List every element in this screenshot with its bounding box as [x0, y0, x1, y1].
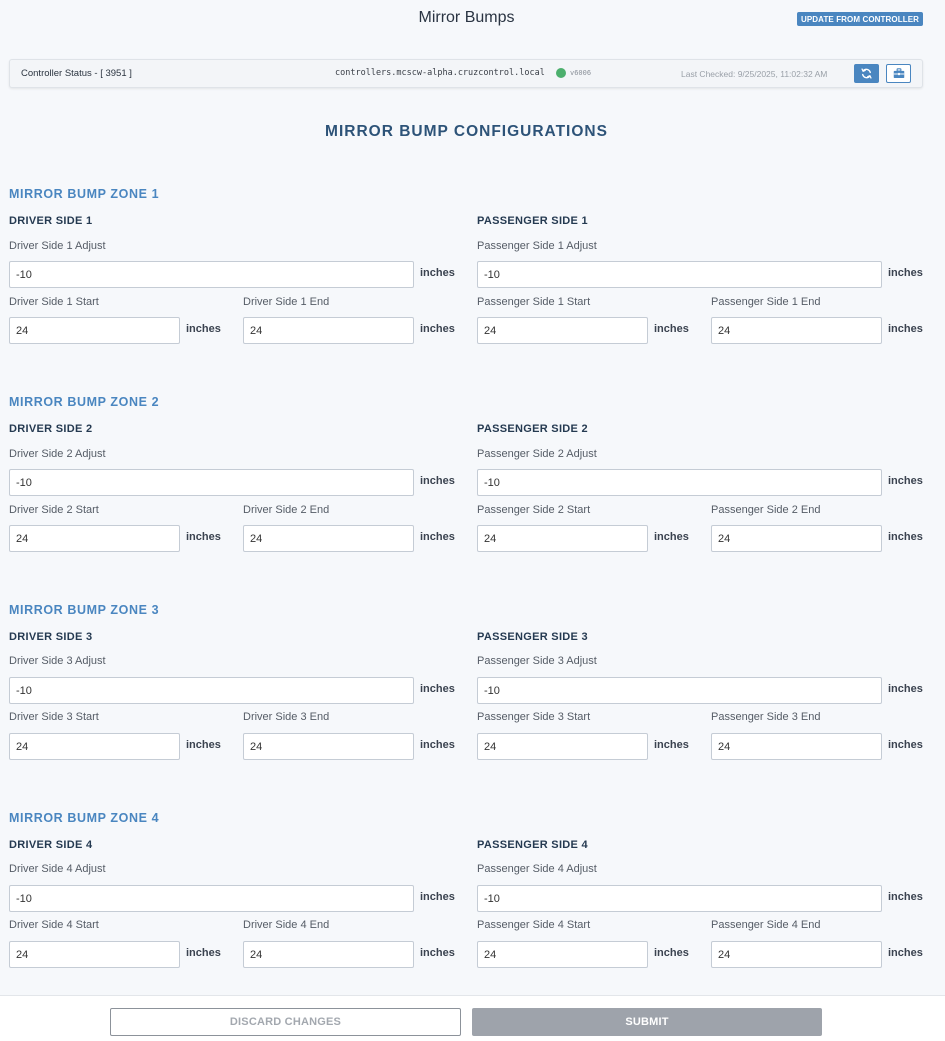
unit-label: inches — [186, 531, 221, 543]
driver-end-label: Driver Side 4 End — [243, 919, 330, 931]
update-from-controller-button[interactable]: UPDATE FROM CONTROLLER — [797, 12, 923, 26]
passenger-adjust-label: Passenger Side 4 Adjust — [477, 863, 597, 875]
toolbox-icon — [893, 68, 905, 79]
zone-title: MIRROR BUMP ZONE 2 — [9, 395, 160, 409]
unit-label: inches — [654, 947, 689, 959]
passenger-start-label: Passenger Side 2 Start — [477, 504, 591, 516]
driver-end-input[interactable]: 24 — [243, 317, 414, 344]
passenger-end-input[interactable]: 24 — [711, 941, 882, 968]
unit-label: inches — [888, 531, 923, 543]
controller-status-label: Controller Status - [ 3951 ] — [21, 68, 132, 79]
unit-label: inches — [888, 683, 923, 695]
passenger-adjust-label: Passenger Side 2 Adjust — [477, 448, 597, 460]
passenger-end-input[interactable]: 24 — [711, 525, 882, 552]
unit-label: inches — [888, 323, 923, 335]
driver-start-label: Driver Side 4 Start — [9, 919, 99, 931]
unit-label: inches — [186, 323, 221, 335]
passenger-start-input[interactable]: 24 — [477, 525, 648, 552]
passenger-adjust-label: Passenger Side 3 Adjust — [477, 655, 597, 667]
unit-label: inches — [654, 531, 689, 543]
unit-label: inches — [420, 739, 455, 751]
unit-label: inches — [888, 475, 923, 487]
refresh-button[interactable] — [854, 64, 879, 83]
driver-adjust-input[interactable]: -10 — [9, 469, 414, 496]
passenger-end-label: Passenger Side 1 End — [711, 296, 821, 308]
page-title: Mirror Bumps — [418, 9, 515, 26]
driver-start-label: Driver Side 1 Start — [9, 296, 99, 308]
discard-changes-button[interactable]: DISCARD CHANGES — [110, 1008, 461, 1036]
passenger-start-input[interactable]: 24 — [477, 733, 648, 760]
unit-label: inches — [186, 947, 221, 959]
driver-start-input[interactable]: 24 — [9, 317, 180, 344]
unit-label: inches — [420, 891, 455, 903]
passenger-adjust-input[interactable]: -10 — [477, 885, 882, 912]
unit-label: inches — [420, 475, 455, 487]
driver-end-label: Driver Side 2 End — [243, 504, 330, 516]
passenger-adjust-input[interactable]: -10 — [477, 469, 882, 496]
passenger-start-label: Passenger Side 1 Start — [477, 296, 591, 308]
driver-start-label: Driver Side 2 Start — [9, 504, 99, 516]
unit-label: inches — [420, 323, 455, 335]
zone-title: MIRROR BUMP ZONE 3 — [9, 603, 160, 617]
passenger-end-input[interactable]: 24 — [711, 733, 882, 760]
driver-start-input[interactable]: 24 — [9, 525, 180, 552]
submit-button[interactable]: SUBMIT — [472, 1008, 822, 1036]
passenger-side-title: PASSENGER SIDE 4 — [477, 839, 588, 851]
driver-end-input[interactable]: 24 — [243, 525, 414, 552]
zone-title: MIRROR BUMP ZONE 1 — [9, 187, 160, 201]
driver-adjust-label: Driver Side 1 Adjust — [9, 240, 106, 252]
unit-label: inches — [888, 947, 923, 959]
last-checked-timestamp: Last Checked: 9/25/2025, 11:02:32 AM — [681, 69, 828, 79]
driver-end-label: Driver Side 3 End — [243, 711, 330, 723]
driver-end-input[interactable]: 24 — [243, 941, 414, 968]
driver-adjust-input[interactable]: -10 — [9, 885, 414, 912]
passenger-start-label: Passenger Side 4 Start — [477, 919, 591, 931]
passenger-adjust-input[interactable]: -10 — [477, 677, 882, 704]
driver-adjust-label: Driver Side 3 Adjust — [9, 655, 106, 667]
passenger-side-title: PASSENGER SIDE 3 — [477, 631, 588, 643]
driver-adjust-input[interactable]: -10 — [9, 261, 414, 288]
passenger-adjust-label: Passenger Side 1 Adjust — [477, 240, 597, 252]
unit-label: inches — [888, 891, 923, 903]
zone-title: MIRROR BUMP ZONE 4 — [9, 811, 160, 825]
passenger-end-label: Passenger Side 2 End — [711, 504, 821, 516]
unit-label: inches — [420, 683, 455, 695]
controller-host: controllers.mcscw-alpha.cruzcontrol.local — [335, 68, 545, 78]
driver-start-input[interactable]: 24 — [9, 941, 180, 968]
passenger-start-label: Passenger Side 3 Start — [477, 711, 591, 723]
unit-label: inches — [186, 739, 221, 751]
driver-end-input[interactable]: 24 — [243, 733, 414, 760]
unit-label: inches — [420, 947, 455, 959]
section-title: MIRROR BUMP CONFIGURATIONS — [325, 123, 608, 140]
refresh-icon — [861, 68, 872, 79]
passenger-start-input[interactable]: 24 — [477, 941, 648, 968]
status-indicator-icon — [556, 68, 566, 78]
passenger-start-input[interactable]: 24 — [477, 317, 648, 344]
driver-side-title: DRIVER SIDE 2 — [9, 423, 93, 435]
driver-adjust-label: Driver Side 2 Adjust — [9, 448, 106, 460]
driver-side-title: DRIVER SIDE 4 — [9, 839, 93, 851]
driver-adjust-label: Driver Side 4 Adjust — [9, 863, 106, 875]
unit-label: inches — [420, 531, 455, 543]
unit-label: inches — [888, 739, 923, 751]
unit-label: inches — [654, 739, 689, 751]
driver-side-title: DRIVER SIDE 1 — [9, 215, 93, 227]
driver-side-title: DRIVER SIDE 3 — [9, 631, 93, 643]
passenger-end-input[interactable]: 24 — [711, 317, 882, 344]
driver-start-input[interactable]: 24 — [9, 733, 180, 760]
unit-label: inches — [888, 267, 923, 279]
driver-adjust-input[interactable]: -10 — [9, 677, 414, 704]
controller-version: v6006 — [570, 69, 592, 77]
unit-label: inches — [420, 267, 455, 279]
passenger-end-label: Passenger Side 4 End — [711, 919, 821, 931]
passenger-side-title: PASSENGER SIDE 2 — [477, 423, 588, 435]
driver-end-label: Driver Side 1 End — [243, 296, 330, 308]
passenger-side-title: PASSENGER SIDE 1 — [477, 215, 588, 227]
driver-start-label: Driver Side 3 Start — [9, 711, 99, 723]
controller-status-bar — [9, 59, 923, 88]
unit-label: inches — [654, 323, 689, 335]
passenger-adjust-input[interactable]: -10 — [477, 261, 882, 288]
toolbox-button[interactable] — [886, 64, 911, 83]
passenger-end-label: Passenger Side 3 End — [711, 711, 821, 723]
